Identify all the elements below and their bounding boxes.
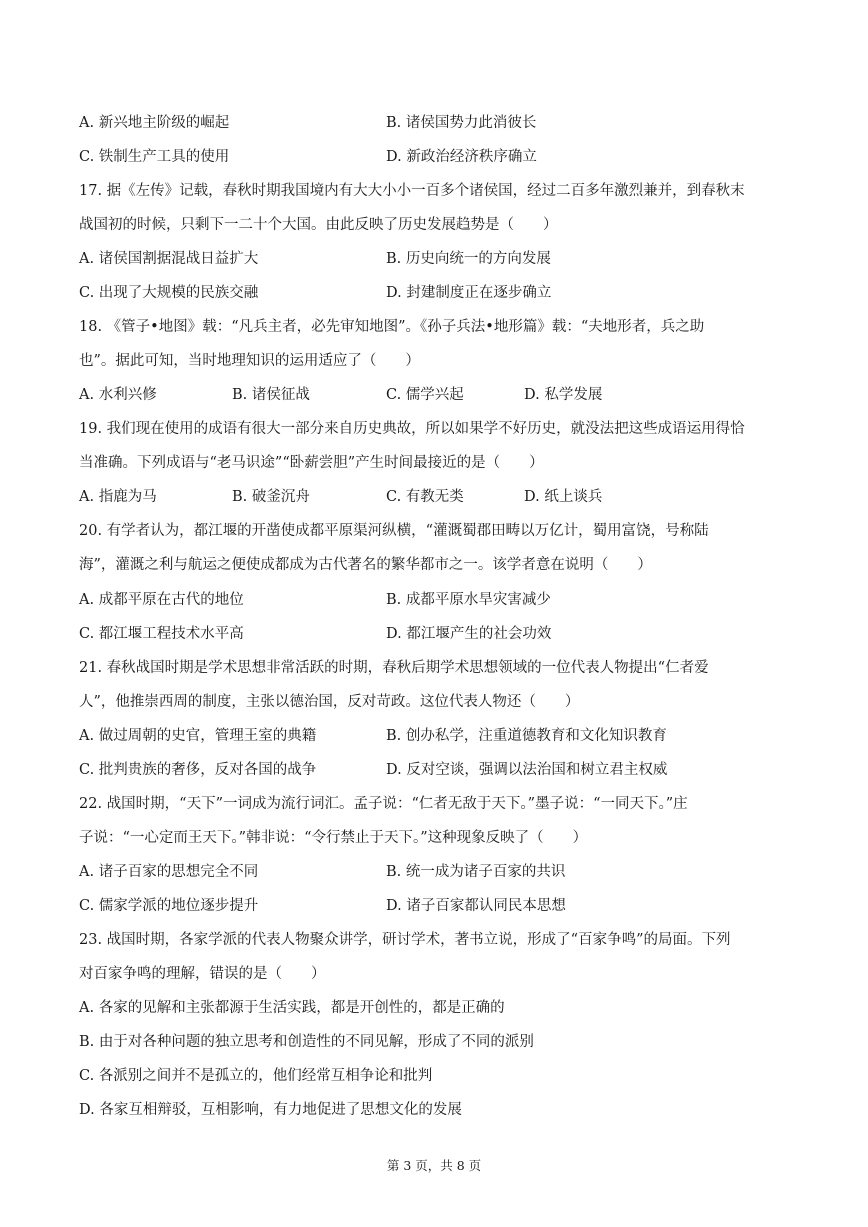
q19-option-a: A. 指鹿为马 [79,489,157,505]
q22-option-b: B. 统一成为诸子百家的共识 [386,864,566,880]
q18-stem-line-1: 18. 《管子•地图》载：“凡兵主者，必先审知地图”。《孙子兵法•地形篇》载：“夫地形者，兵之助 [79,319,705,335]
q19-stem-line-1: 19. 我们现在使用的成语有很大一部分来自历史典故，所以如果学不好历史，就没法把这些成语运用得恰 [79,421,745,437]
q21-option-b: B. 创办私学，注重道德教育和文化知识教育 [386,728,667,744]
q16-option-c: C. 铁制生产工具的使用 [79,149,230,165]
q20-stem-line-1: 20. 有学者认为，都江堰的开凿使成都平原渠河纵横，“灌溉蜀郡田畴以万亿计，蜀用富饶，号称陆 [79,523,709,539]
q17-option-a: A. 诸侯国割据混战日益扩大 [79,251,259,267]
q16-option-a: A. 新兴地主阶级的崛起 [79,115,230,131]
q23-option-c: C. 各派别之间并不是孤立的，他们经常互相争论和批判 [79,1068,433,1084]
q17-option-d: D. 封建制度正在逐步确立 [386,285,552,301]
q23-option-a: A. 各家的见解和主张都源于生活实践，都是开创性的，都是正确的 [79,1000,505,1016]
q17-stem-line-2: 战国初的时候，只剩下一二十个大国。由此反映了历史发展趋势是（ ） [79,217,558,233]
q22-option-d: D. 诸子百家都认同民本思想 [386,898,566,914]
q19-option-c: C. 有教无类 [386,489,464,505]
q22-option-a: A. 诸子百家的思想完全不同 [79,864,259,880]
q18-option-b: B. 诸侯征战 [232,387,310,403]
q18-option-a: A. 水利兴修 [79,387,157,403]
q20-option-b: B. 成都平原水旱灾害减少 [386,592,551,608]
q19-stem-line-2: 当准确。下列成语与“老马识途”“卧薪尝胆”产生时间最接近的是（ ） [79,455,544,471]
q19-option-b: B. 破釜沉舟 [232,489,310,505]
q17-option-c: C. 出现了大规模的民族交融 [79,285,259,301]
q21-stem-line-2: 人”，他推崇西周的制度，主张以德治国，反对苛政。这位代表人物还（ ） [79,694,580,710]
q22-option-c: C. 儒家学派的地位逐步提升 [79,898,259,914]
q21-option-d: D. 反对空谈，强调以法治国和树立君主权威 [386,762,668,778]
q18-option-d: D. 私学发展 [524,387,603,403]
q21-option-a: A. 做过周朝的史官，管理王室的典籍 [79,728,317,744]
q17-stem-line-1: 17. 据《左传》记载，春秋时期我国境内有大大小小一百多个诸侯国，经过二百多年激烈兼并，到春秋末 [79,183,745,199]
q18-option-c: C. 儒学兴起 [386,387,464,403]
page-number-footer: 第 3 页，共 8 页 [386,1158,482,1173]
q16-option-b: B. 诸侯国势力此消彼长 [386,115,537,131]
q23-option-b: B. 由于对各种问题的独立思考和创造性的不同见解，形成了不同的派别 [79,1034,534,1050]
q21-option-c: C. 批判贵族的奢侈，反对各国的战争 [79,762,317,778]
q19-option-d: D. 纸上谈兵 [524,489,603,505]
q23-stem-line-2: 对百家争鸣的理解，错误的是（ ） [79,966,326,982]
q22-stem-line-1: 22. 战国时期，“天下”一词成为流行词汇。孟子说：“仁者无敌于天下。”墨子说：“一同天下。”庄 [79,796,688,812]
q22-stem-line-2: 子说：“一心定而王天下。”韩非说：“令行禁止于天下。”这种现象反映了（ ） [79,830,588,846]
q20-option-c: C. 都江堰工程技术水平高 [79,626,244,642]
q18-stem-line-2: 也”。据此可知，当时地理知识的运用适应了（ ） [79,353,420,369]
q20-stem-line-2: 海”，灌溉之利与航运之便使成都成为古代著名的繁华都市之一。该学者意在说明（ ） [79,557,652,573]
q23-stem-line-1: 23. 战国时期，各家学派的代表人物聚众讲学，研讨学术，著书立说，形成了“百家争鸣”的局面。下列 [79,932,731,948]
q16-option-d: D. 新政治经济秩序确立 [386,149,537,165]
q23-option-d: D. 各家互相辩驳，互相影响，有力地促进了思想文化的发展 [79,1102,462,1118]
q20-option-d: D. 都江堰产生的社会功效 [386,626,552,642]
q20-option-a: A. 成都平原在古代的地位 [79,592,244,608]
q21-stem-line-1: 21. 春秋战国时期是学术思想非常活跃的时期，春秋后期学术思想领域的一位代表人物提出“仁者爱 [79,660,709,676]
q17-option-b: B. 历史向统一的方向发展 [386,251,551,267]
